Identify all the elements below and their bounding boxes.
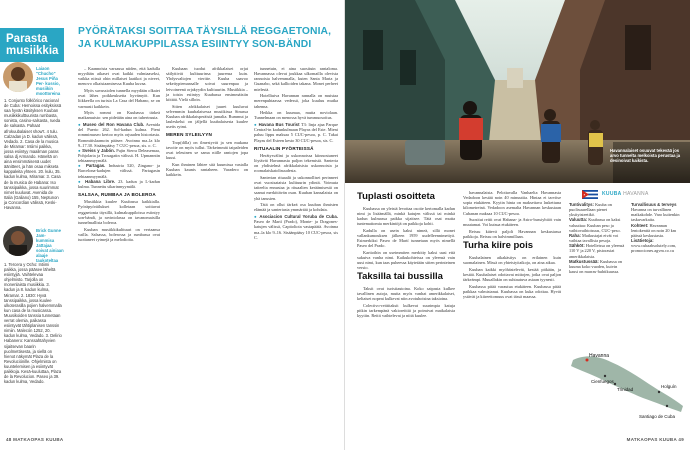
paragraph: Tätä on ollut tärkeä osa kuuban ihmisten elämää ja santeriasta ymmärtää ja kohdata. <box>254 202 338 213</box>
paragraph: Kuubassa pitää varautua etukäteen. Kuubassa pitää paikkaa valmistanut. Kuubassa on kuka odottaa. Hyvät ystävät ja kiireettomuus ovat tässä maassa. <box>463 283 561 299</box>
info-item: Matkustussää: Kuubassa on kuuma koko vuoden, kuivin kausi on marras-huhtikuussa. <box>569 258 623 275</box>
paragraph: Reissu kätevä paljolt Havannan keskustassa paikkoja. Reissu on halvimmillaan. <box>463 229 561 240</box>
paragraph: Kuubaan tuodut afrikkalaiset orjat säilyttivät kulttuurinsa juurensa kuin. Yhdysvaltojen vieritte. Kuuba saavoo sekeitypiemansalle soivat suurenpaa ja leivoineenä orjakyydin kulttuuriin. Musiikkia – ja toisin esiintyy Kuubassa ensimmäisiin kiittää. Vielä silloin. <box>166 66 248 102</box>
map-label-holguin: Holguín <box>661 384 677 389</box>
paragraph: Kun ihminen lähtee sitä kuumissa vastalla Kuuban kaunis rantaheen. Varadero on kaikkein. <box>166 161 248 177</box>
cuba-flag-icon <box>582 190 598 199</box>
section-subheading: RITUAALIN PYÖRTEISSÄ <box>254 145 314 151</box>
hero-caption: Havannalaiset osuuvat tekevää jos arvo tunnelta melkoista perustaa ja desinoivat kaikista. <box>610 148 681 163</box>
info-item: Kohteet: Havannan lentokenttä on noin 20 km päässä keskustasta. <box>631 222 677 238</box>
list-item: ● Partagas. Industria 520, Zingano- ja Barcelona-kadujen välissä. Partagasin tehtaanmyymälä. <box>78 163 160 179</box>
info-item: Valuutta: Kuubassa on kaksi valuuttaa: Kuuban peso ja vaihtovaihtoisuus, CUC-peso. <box>569 217 621 233</box>
info-item: Sähköt: Hotelleissa on yleensä 110 V ja 220 V, pistorasiat amerikkalaisia. <box>569 243 625 259</box>
paragraph: Kuuban kaikki myöhästelevät, kestää pitkään, ja kestää. Kuubalaiset odottavat mittojen, jotka ovat paljon tärkeämpi. Muuallakin on suhtautuva asiaan tyynesti. <box>463 266 561 283</box>
sidebar-column-2 <box>463 190 561 301</box>
paragraph: Suositut reitit ovat Habana- ja Astro-bussiyhtiöt vain muutamat. Voi kutsua etukäteen. <box>463 217 561 228</box>
info-column-1 <box>569 202 627 274</box>
sidebar-box <box>0 0 64 450</box>
paragraph: Hotelliuiva Havannan rannalla on muistaa merenpuhtaassa vedessä, joka kuuluu mutka tahenna. <box>254 93 338 109</box>
paragraph: Herätysvälini ja uskonnoissa kiinnostuneet löytävät Havannasta paljon tekemistä. Santeria on yhdistelmä afrikkalaisista uskonnoista ja roomalaiskatolisuudesta. <box>254 152 338 174</box>
info-item: Raha: Matkustajat eivät voi vaihtaa tavallisia pesoja. <box>569 232 619 244</box>
article-column-3 <box>254 66 338 240</box>
article-headline: PYÖRÄTAKSI SOITTAA TÄYSILLÄ REGGAETONIA, JA KULMAKUPPILASSA ESIINTYY SON-BÄNDI <box>78 26 332 50</box>
sidebar-caption-2: Brick Gunne Jam- kummisa Jattajaa soivat ainiaan alaaje taukoteltaa <box>36 228 64 263</box>
box-heading: Tuplasti osoitteta <box>357 191 435 202</box>
page-folio-right: MATKAOPAS KUUBA 49 <box>626 437 684 442</box>
page-folio-left: 48 MATKAOPAS KUUBA <box>6 437 64 442</box>
sidebar-list-2: 1. Tercera y Ocho: Intiimi paikka, jossa pääsee läheltä esiintyjiä. Vaihtelevaa ohjelmisto. Tarjolla on monenlaista musiikkia. 3. kadun ja 8. kadun kulma, Miramar. 2. 1830: Hyvä tanssipaikka, jossa kuulee ulkoterasilla pojien halvemmalla kun casa de la musicassa. Muusikoiden tanssia tunnetaan verrat olemia, paikassa esiintyvät tähtiplanisen tanssin nimiin. Malecón 1252, 20. kadun kulma, Vedado. 3. Delirio Habanero: Kanssahtahyvien sijaitsevan baarin puolmettisesta, ja siellä on hienot näkymät Plaza de la Revoluciónille. Ohjelmista on kuuntelemisen ja esiintyvät paikkoja. Kesä-kuuluttaa, Plaza de la Revolucion. Paseo ja 39. kadun kulma, Vedado. <box>4 262 62 385</box>
map-label-havana: Havanna <box>589 353 610 359</box>
paragraph: Sitten afrikkalaiset juuret kuuluvat selvemmin kuubalaisessa musiikissa Sinussa Kuuban afrikkalaisperäisiä jumalia. Rummut ja lauleskelui on jäljellä kuubalaisesta kuulee useits rytmi. <box>166 103 248 130</box>
section-subheading: MEREN SYLEILYYN <box>166 132 212 138</box>
musician-photo-2 <box>3 226 33 256</box>
paragraph: Santerian rituaalit ja uskonnolliset perinneet ovat vuosisataisia kulttuurin ydintä. Voimuta taiteelta ennustaa ja rituaalien keräämisestä on saanut merkittävän osan. Kuuban kansalaisia on yhä tanssien. <box>254 174 338 201</box>
map-label-santiago: Santiago de Cuba <box>639 414 676 419</box>
paragraph: Myös suvussiolen tunnella myydään olkaiet ovat lähes poikkeuksetta hyvämyöt. Kun liikkeella on turista La Casa del Habano, se on varmasti kaikkein. <box>78 88 160 109</box>
paragraph: Kuuban musiikkikulttuuri on vertaansa vailla. Salsassa, bolerossa ja rumbassa ovat tuottaneet rytmejä ja melodioita. <box>78 226 160 242</box>
paragraph: – Kaannoista varsausa niiden, että kadulla myydään aikaset ovat kaikki valmiaaseksi, vaikka niissä ohin millaiset laatikot ja niveet, menovo olkaisiaamisessa Kuuba kuvaa. <box>78 66 160 87</box>
paragraph: Kuubassa on yleistä levottaa osoite kertomalla kadun nimi ja lisäämällä, minkä katujen välissä tai minkä kadun kulmassa paikka sijaitsee. Tätä osat mutta tuntemattomia merkintöjä on paikkoja kohti. <box>357 205 455 226</box>
info-column-2 <box>631 202 687 254</box>
musician-photo-1 <box>3 62 33 92</box>
box-heading: Taksilla tai bussilla <box>357 271 443 283</box>
list-item: ● Sveiss y Jabón. Pujin Sierra Deleasemaa, Pohjolaria ja Trosagatin välissä. H. Upmanntin tehtaanmyymälä. <box>78 147 161 164</box>
paragraph: Taksit ovat turistiautoina. Koko saipasta kulkee tavallinen autoja, mutta myös vanhat amerikkalaiset, keltaiset nopeat kulkevat niin avotuhoisina taksioina. <box>357 285 455 302</box>
sidebar-column-1 <box>357 190 455 320</box>
map-label-cienfuegos: Cienfuegos <box>591 379 614 384</box>
right-page <box>345 0 690 450</box>
paragraph: Heikka on kuumaa, mutta noviolaan. Tunnelmaan on menossa hyvä tummuosoitus. <box>254 110 338 121</box>
hero-photo <box>345 0 690 183</box>
info-item: Tuntivalitys: Kuuba on puolisuurellaan pienet yksityisteetikö. <box>569 202 612 218</box>
paragraph: Kuubalainen aikakäsitys on erilainen kuin suomalainen. Missä on yhteistyöaikoja, on aina aikaa. <box>463 254 561 266</box>
list-item: ● Havana Bus Tourist T3: linja ajaa Parque Central-in kadunkulmaan Playas del Este. Mieni paluu lippu maksaa 5 CUC-pesoa, p. C. Takai Playas del Esteen kesto 30 CUC-pesoa, sis. C. <box>254 122 338 143</box>
map-label-trinidad: Trinidad <box>617 387 634 392</box>
list-item: ● Asociacion Cultural Yoruba de Cuba. Paseo de Martí (Prado), Monte- ja Dragones-katujen välissä, Capitoliota vastapäätä. Avoinna ma–la klo 9–16. Sisäänpääsy 10 CUC-pesoa, sis C. <box>254 214 338 240</box>
info-box-title: KUUBA HAVANNA <box>602 191 649 197</box>
sidebar-caption-1: Laiaon "Chucho" Jesus Piña Per- kussio, musiikin moottoreina <box>36 66 61 96</box>
sidebar-list-1: 1. Conjunto folklórico nacional de Cuba: Hernoissa esityksissä saa hyvän käsityksen Kuuban musiikkikulttuurista rumbasta, sonista, casino-salsasta, rueda de salsasta. Pahaat afrokuubalaiset show't. 4 tulu. Calzadan ja D. kadun välissä, Vedado. 2. Casa de la musica de Miramar: Intiimi paikka, jossa esiintyy maailman paras salsa dj Armando. Häneltä on aina ensimmäisenä uudet äänitteet, ja hän osaa mikseta kappaleita yhteen. 20. kulu, 35. kadun kulma, Miramar. 3. Casa de la musica de Habana: Iso tanssipaikka, jossa suurimmat nimet kuuluvat. Avenida de Italia (Galiano) 155, Neptunon ja Concordian välissä, Keski-Havanna. <box>4 98 62 210</box>
paragraph: Musiikkia kuulee Kuubassa kaikkialla. Pyöräpyöräilukset kolletaan soittavat reggaetonia täysillä, kulmakuppiloissa esiintyy son-bändi, ja ravintolassa on tavanomaisilla tunnelmallista boleroa. <box>78 199 160 225</box>
list-item: ● Museo del Ron Havana Club. Avenida del Puerto 262. Sol-kadun kulma. Pieni rommimuseo kertoo myös orjuuden historiasta. Rommitislaamoin pääsee. Avoinna ma–la klo 9–17.30. Sisäänpääsy 7 CUC-pesoa, sis. o. C. <box>78 122 160 148</box>
cuba-map <box>569 346 687 426</box>
article-column-1 <box>78 66 160 244</box>
paragraph: tunnetuin, ei aina suosituin rantaloma. Havannassa olevat joukkaa ulkomailla olevista rannoista halvemmalla, kuten Santa Maria ja Guanabo, sekä kallioiden takana. Monet perheet mielestä. <box>254 66 338 92</box>
list-item: ● Habana Libre. 23. kadun ja L-kadun kulma. Tunnettu sikarinmyymälä. <box>78 178 160 189</box>
article-column-2 <box>166 66 248 179</box>
box-heading: Turha kiire pois <box>463 240 534 252</box>
paragraph: Trop(dilla) on ilmestyvät ja sen mukana tavoite on myös tullut. Tärkeimmät taipaleiden ovat teleuinen se sama niille rantojen jopa kuusi. <box>166 139 248 160</box>
paragraph: havannalaista. Pelottavalla Vanhaelta Havannasta Vedadoon kestää noin 40 minuuttia. Hintaa ei tarvitse sopia etukäteen. Kyytin hinta on maksettava laskettuna kilometreinä. Vedadoon asemalta Havannan keskustaan Cubanan maksaa 10 CUC-pesoa. <box>463 190 561 216</box>
sidebar-title: Parasta musiikkia <box>0 28 64 62</box>
section-subheading: SALSAA, RUMBAA JA BOLEROA <box>78 192 156 198</box>
paragraph: Karttoihin on useimmiten merkitty kaksi uusi että sukutva vanha nimi. Kaikukohteissa on yleensä vain uusi nimi, kun taas puheessa käytetään sitten perinteinen versio. <box>357 249 455 271</box>
paragraph: Kadulla on usein kaksi nimeä, sillä monet vallankumouksen jälkeen 1959 uudelleennimettyä. Esimerkiksi Paseo de Martí tunnetaan myös nimellä Paseo del Prado. <box>357 227 455 249</box>
info-item: Lisätietoja: www.cubaabsolutely.com, promociones.agvm.co.cu <box>631 238 677 254</box>
info-item: Turvallisuus & terveys Havanna on turvallinen matkakohde. Varo kuitenkin taskuvarkaita. <box>631 202 680 223</box>
paragraph: Colectivo-reittitaksit kulkevat suurimpia katuja pitkin tarkempänä vakioreittiä ja poimivat matkalaisia kyytiin. Reitit vaihtelevat ja niitä kuulee. <box>357 302 455 319</box>
paragraph: Myös rommi on Kuubassa tärkeä matkamuisto: sen pidetään aina on tuhertruuta. <box>78 110 160 121</box>
